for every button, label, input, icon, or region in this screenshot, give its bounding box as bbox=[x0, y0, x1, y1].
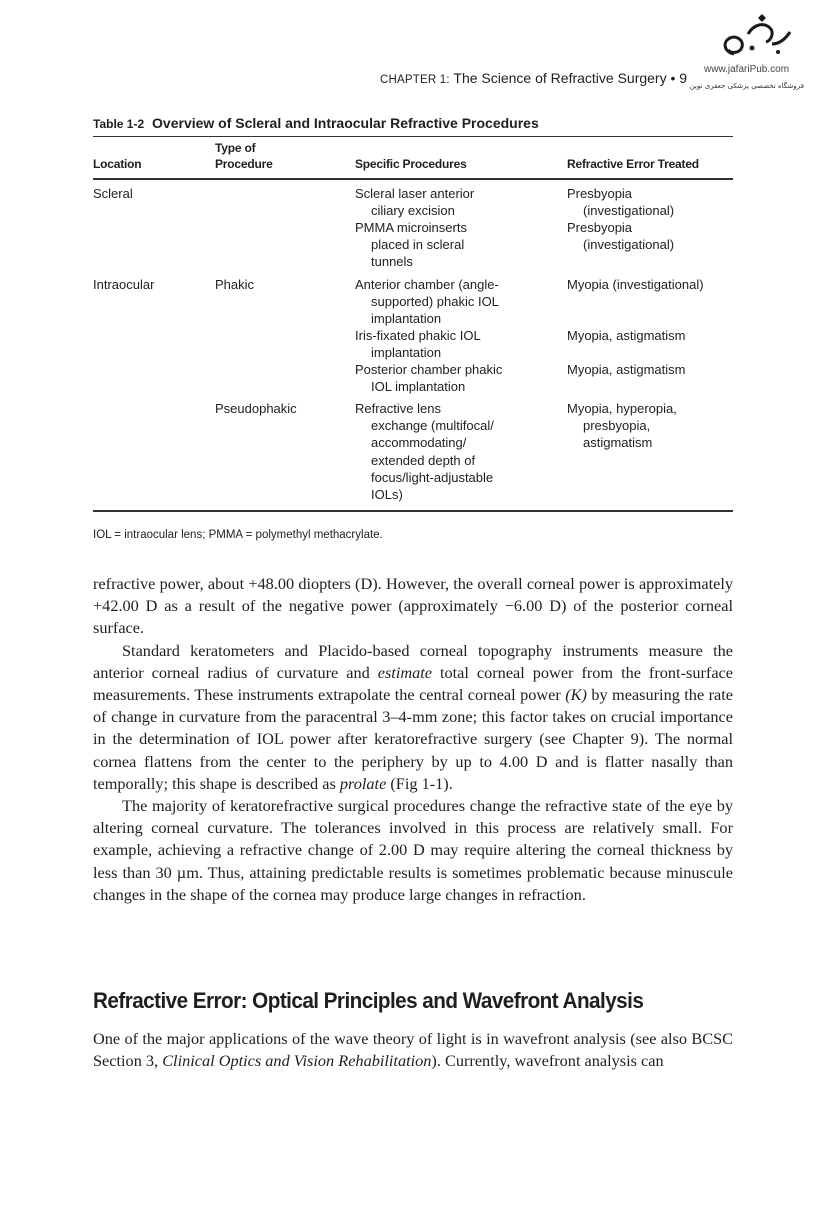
cell-type: Pseudophakic bbox=[215, 401, 297, 416]
cell-error: Myopia, astigmatism bbox=[567, 362, 686, 377]
watermark-url: www.jafariPub.com bbox=[704, 64, 790, 75]
table-title: Overview of Scleral and Intraocular Refractive Procedures bbox=[152, 115, 539, 131]
procedure-line: Anterior chamber (angle- bbox=[355, 277, 499, 292]
body-text-2 bbox=[93, 1028, 733, 1072]
paragraph: The majority of keratorefractive surgical procedures change the refractive state of the eye by altering corneal curvature. The tolerances involved in this process are relatively small. For example, achieving a refractive change of 2.00 D may require altering the corneal thickness by less than 30 µm. Thus, attaining predictable results is sometimes problematic because minuscule changes in the shape of the cornea may produce large changes in refraction. bbox=[93, 796, 733, 904]
error-line: (investigational) bbox=[583, 203, 675, 219]
chapter-title: The Science of Refractive Surgery bbox=[453, 70, 667, 86]
procedure-line: Iris-fixated phakic IOL bbox=[355, 328, 481, 343]
procedure-line: placed in scleral bbox=[371, 237, 465, 253]
text-run: total corneal power from the front-surface measurements. These instruments extrapolate the central corneal power bbox=[93, 662, 734, 705]
procedure-line: PMMA microinserts bbox=[355, 220, 467, 235]
cell-procedure bbox=[355, 400, 494, 503]
error-line: astigmatism bbox=[583, 435, 653, 451]
table-caption bbox=[93, 115, 733, 136]
error-line: Myopia, hyperopia, bbox=[567, 401, 677, 416]
paragraph bbox=[93, 640, 733, 795]
text-run: by measuring the rate of change in curvature from the paracentral 3–4-mm zone; this factor takes on crucial importance in the determination of IOL power after keratorefractive surgery (see Chapter 9). The normal cornea flattens from the center to the periphery by up to 4.00 D and is flatter nasally than temporally; this shape is described as bbox=[93, 685, 733, 793]
procedure-line: tunnels bbox=[371, 254, 413, 270]
page-number: 9 bbox=[679, 70, 688, 86]
col-header-type-line2: Procedure bbox=[215, 157, 273, 171]
publisher-logo-icon bbox=[714, 14, 794, 64]
cell-location: Intraocular bbox=[93, 277, 155, 292]
body-text bbox=[93, 573, 733, 906]
procedure-line: exchange (multifocal/ bbox=[371, 418, 494, 434]
paragraph bbox=[93, 1028, 733, 1072]
col-header-type-line1: Type of bbox=[215, 141, 256, 155]
section-heading: Refractive Error: Optical Principles and Wavefront Analysis bbox=[93, 988, 644, 1013]
table-header-row bbox=[93, 137, 733, 178]
emphasis: (K) bbox=[565, 685, 587, 705]
col-header-type bbox=[215, 140, 273, 172]
procedure-line: extended depth of bbox=[371, 452, 476, 468]
emphasis: estimate bbox=[377, 662, 432, 682]
procedure-line: accommodating/ bbox=[371, 435, 467, 451]
procedure-line: implantation bbox=[371, 345, 442, 361]
table-footnote: IOL = intraocular lens; PMMA = polymethyl methacrylate. bbox=[93, 529, 383, 541]
emphasis: prolate bbox=[339, 773, 387, 793]
procedure-line: focus/light-adjustable bbox=[371, 469, 494, 485]
col-header-error: Refractive Error Treated bbox=[567, 157, 699, 171]
error-line: Presbyopia bbox=[567, 220, 633, 235]
text-run: Standard keratometers and Placido-based corneal topography instruments measure the anterior corneal radius of curvature and bbox=[93, 640, 733, 682]
cell-procedure bbox=[355, 219, 467, 271]
procedure-line: implantation bbox=[371, 311, 442, 327]
cell-location: Scleral bbox=[93, 186, 133, 201]
cell-error: Myopia (investigational) bbox=[567, 277, 704, 292]
procedures-table bbox=[93, 115, 733, 512]
chapter-label: CHAPTER 1: bbox=[380, 74, 450, 86]
table-number: Table 1-2 bbox=[93, 117, 145, 131]
cell-error bbox=[567, 185, 674, 219]
cell-error bbox=[567, 219, 674, 253]
procedure-line: ciliary excision bbox=[371, 203, 455, 219]
procedure-line: Refractive lens bbox=[355, 401, 441, 416]
error-line: presbyopia, bbox=[583, 418, 651, 434]
watermark-tagline: فروشگاه تخصصی پزشکی جعفری نوین bbox=[689, 82, 804, 90]
procedure-line: IOL implantation bbox=[371, 379, 466, 395]
col-header-procedures: Specific Procedures bbox=[355, 157, 467, 171]
error-line: Presbyopia bbox=[567, 186, 633, 201]
procedure-line: IOLs) bbox=[371, 487, 403, 503]
cell-type: Phakic bbox=[215, 277, 255, 292]
book-title: Clinical Optics and Vision Rehabilitation bbox=[162, 1051, 432, 1071]
error-line: (investigational) bbox=[583, 237, 675, 253]
col-header-location: Location bbox=[93, 157, 142, 171]
cell-procedure bbox=[355, 327, 481, 361]
text-run: (Fig 1-1). bbox=[386, 773, 453, 793]
text-run: One of the major applications of the wave theory of light is in wavefront analysis (see also BCSC Section 3, bbox=[93, 1029, 733, 1071]
text-run: ). Currently, wavefront analysis can bbox=[431, 1051, 664, 1071]
cell-procedure bbox=[355, 185, 474, 219]
paragraph: refractive power, about +48.00 diopters (D). However, the overall corneal power is approximately +42.00 D as a result of the negative power (approximately −6.00 D) of the posterior corneal surface. bbox=[93, 574, 733, 638]
procedure-line: supported) phakic IOL bbox=[371, 294, 499, 310]
table-body bbox=[93, 180, 733, 510]
publisher-watermark bbox=[689, 14, 804, 100]
cell-procedure bbox=[355, 276, 499, 328]
cell-error bbox=[567, 400, 677, 452]
cell-error: Myopia, astigmatism bbox=[567, 328, 686, 343]
procedure-line: Posterior chamber phakic bbox=[355, 362, 503, 377]
cell-procedure bbox=[355, 361, 502, 395]
header-bullet: • bbox=[670, 70, 676, 86]
table-bottom-rule bbox=[93, 510, 733, 512]
running-header bbox=[380, 70, 687, 86]
procedure-line: Scleral laser anterior bbox=[355, 186, 475, 201]
